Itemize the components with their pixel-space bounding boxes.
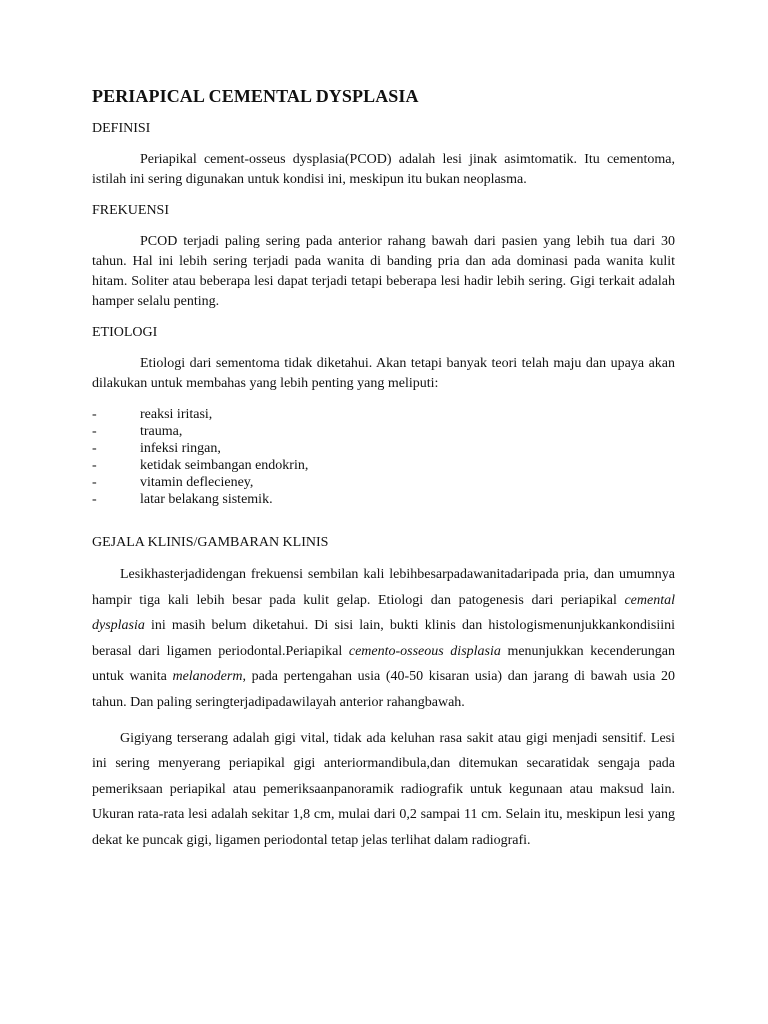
text-run: ini masih belum diketahui. Di sisi lain, bukti klinis dan histologismenunjukkankondisiini berasal dari ligamen periodontal.Periapikal [92, 618, 675, 659]
italic-term: cemento-osseous displasia [348, 643, 501, 659]
list-item-text: latar belakang sistemik. [140, 492, 273, 507]
text-run: Lesikhasterjadidengan frekuensi sembilan kali lebihbesarpadawanitadaripada pria, dan umumnya hampir tiga kali lebih besar pada kulit gelap. Etiologi dan patogenesis dari periapikal [92, 567, 675, 608]
paragraph-frekuensi: PCOD terjadi paling sering pada anterior rahang bawah dari pasien yang lebih tua dari 30 tahun. Hal ini lebih sering terjadi pada wanita di banding pria dan ada dominasi pada wanita kulit hitam. Soliter atau beberapa lesi dapat terjadi tetapi beberapa lesi hadir lebih sering. Gigi terkait adalah hamper selalu penting. [92, 234, 675, 309]
list-item [92, 474, 675, 491]
paragraph-etiologi: Etiologi dari sementoma tidak diketahui. Akan tetapi banyak teori telah maju dan upaya akan dilakukan untuk membahas yang lebih penting yang meliputi: [92, 356, 675, 391]
list-item [92, 440, 675, 457]
heading-etiologi: ETIOLOGI [92, 325, 158, 340]
list-bullet: - [92, 424, 97, 439]
paragraph-definisi: Periapikal cement-osseus dysplasia(PCOD) adalah lesi jinak asimtomatik. Itu cementoma, istilah ini sering digunakan untuk kondisi ini, meskipun itu bukan neoplasma. [92, 152, 675, 187]
list-item-text: vitamin deflecieney, [140, 475, 254, 490]
italic-term: cemental dysplasia [92, 592, 675, 634]
list-bullet: - [92, 475, 97, 490]
paragraph-gejala-2: Gigiyang terserang adalah gigi vital, tidak ada keluhan rasa sakit atau gigi menjadi sensitif. Lesi ini sering menyerang periapikal gigi anteriormandibula,dan ditemukan secaratidak sengaja pada pemeriksaan periapikal atau pemeriksaanpanoramik radiografik untuk kegunaan atau maksud lain. Ukuran rata-rata lesi adalah sekitar 1,8 cm, mulai dari 0,2 sampai 11 cm. Selain itu, meskipun lesi yang dekat ke puncak gigi, ligamen periodontal tetap jelas terlihat dalam radiografi. [92, 730, 675, 848]
list-item-text: trauma, [140, 424, 183, 439]
text-run: menunjukkan kecenderungan untuk wanita [92, 643, 675, 685]
paragraph-gejala-1 [92, 562, 675, 716]
italic-term: melanoderm [172, 669, 243, 685]
list-item [92, 491, 675, 508]
list-item-text: reaksi iritasi, [140, 407, 213, 422]
list-item [92, 457, 675, 474]
etiologi-list [92, 406, 675, 508]
list-bullet: - [92, 492, 97, 507]
list-bullet: - [92, 441, 97, 456]
list-bullet: - [92, 458, 97, 473]
document-page [92, 84, 675, 864]
heading-frekuensi: FREKUENSI [92, 203, 170, 218]
heading-definisi: DEFINISI [92, 121, 151, 136]
document-title: PERIAPICAL CEMENTAL DYSPLASIA [92, 86, 419, 106]
list-bullet: - [92, 407, 97, 422]
list-item [92, 406, 675, 423]
list-item-text: infeksi ringan, [140, 441, 221, 456]
list-item-text: ketidak seimbangan endokrin, [140, 458, 309, 473]
list-item [92, 423, 675, 440]
text-run: , pada pertengahan usia (40-50 kisaran usia) dan jarang di bawah usia 20 tahun. Dan paling seringterjadipadawilayah anterior rahangbawah. [92, 669, 675, 710]
heading-gejala-klinis: GEJALA KLINIS/GAMBARAN KLINIS [92, 535, 329, 550]
